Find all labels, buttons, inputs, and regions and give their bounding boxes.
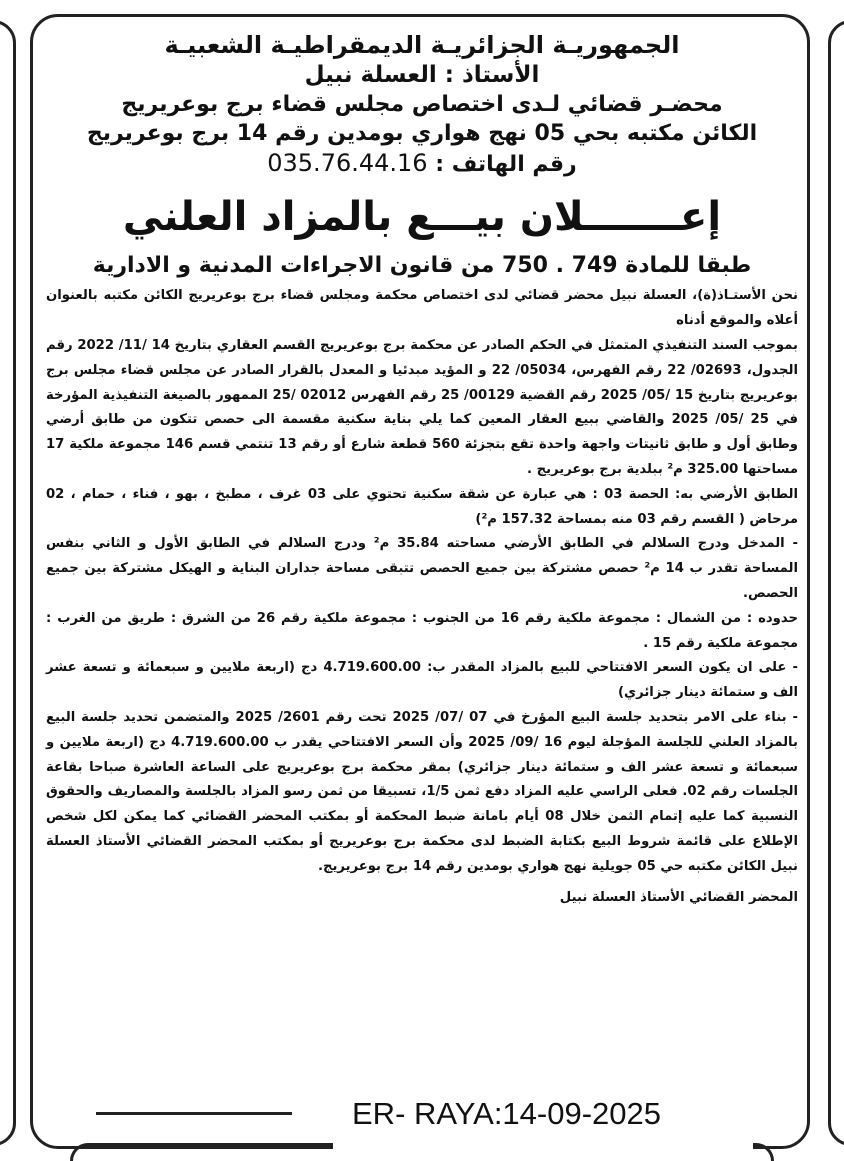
adjacent-ad-border-right <box>828 20 844 1146</box>
paragraph-opening-price: - على ان يكون السعر الافتتاحي للبيع بالمزاد المقدر ب: 4.719.600.00 دج (اربعة ملايين و سبعمائة و تسعة عشر الف و ستمائة دينار جزائري) <box>46 660 798 701</box>
republic-heading: الجمهوريـة الجزائريـة الديمقراطيـة الشعبيـة <box>164 31 680 59</box>
paragraph-intro: نحن الأستـاذ(ة)، العسلة نبيل محضر قضائي لدى اختصاص محكمة ومجلس قضاء برج بوعريريج الكائن مكتبه بالعنوان أعلاه والموقع أدناه <box>46 288 798 329</box>
announcement-body <box>46 284 798 879</box>
office-address: الكائن مكتبه بحي 05 نهج هواري بومدين رقم 14 برج بوعريريج <box>86 120 758 146</box>
announcement-content <box>46 30 798 905</box>
paragraph-judgment: بموجب السند التنفيذي المتمثل في الحكم الصادر عن محكمة برج بوعريريج القسم العقاري بتاريخ 14 /11/ 2022 رقم الجدول، 02693/ 22 رقم الفهرس، 05034/ 22 و المؤيد مبدئيا و المعدل بالقرار الصادر عن مجلس قضاء مجلس برج بوعريريج بتاريخ 15 /05/ 2025 رقم القضية 00129/ 25 رقم الفهرس 02012 /25 الممهور بالصيغة التنفيذية المؤرخة في 25 /05/ 2025 والقاضي ببيع العقار المعين كما يلي بناية سكنية مقسمة الى حصص تتكون من طابق أرضي وطابق أول و طابق ثانيتات واجهة واحدة تقع بتجزئة 560 قطعة شارع أو رقم 13 تنتمي قسم 146 مجموعة ملكية 17 مساحتها 325.00 م² ببلدية برج بوعريريج . <box>46 338 798 478</box>
signature-line: المحضر القضائي الأستاذ العسلة نبيل <box>559 889 798 905</box>
adjacent-ad-border-left <box>0 20 16 1146</box>
publication-code: ER- RAYA:14-09-2025 <box>352 1096 662 1131</box>
paragraph-ground-floor: الطابق الأرضي به: الحصة 03 : هي عبارة عن شقة سكنية تحتوي على 03 غرف ، مطبخ ، بهو ، فناء ، حمام ، 02 مرحاض ( القسم رقم 03 منه بمساحة 157.32 م²) <box>46 486 798 527</box>
office-heading: محضـر قضائي لـدى اختصاص مجلس قضاء برج بوعريريج <box>121 92 723 118</box>
phone-number: 035.76.44.16 <box>267 149 428 178</box>
paragraph-boundaries: حدوده : من الشمال : مجموعة ملكية رقم 16 من الجنوب : مجموعة ملكية رقم 26 من الشرق : طريق من الغرب : مجموعة ملكية رقم 15 . <box>46 610 798 651</box>
master-name: الأستاذ : العسلة نبيل <box>304 62 540 89</box>
phone-label: رقم الهاتف : <box>435 152 577 178</box>
frame-gap <box>333 1142 753 1152</box>
footer-rule <box>96 1112 292 1115</box>
legal-basis-subtitle: طبقا للمادة 749 . 750 من قانون الاجراءات المدنية و الادارية <box>92 252 752 278</box>
phone-line <box>46 148 798 180</box>
announcement-title: إعـــــــلان بيـــع بالمزاد العلني <box>122 193 722 240</box>
paragraph-sale-session: - بناء على الامر بتحديد جلسة البيع المؤرخ في 07 /07/ 2025 تحت رقم 2601/ 2025 والمتضمن تحديد جلسة البيع بالمزاد العلني للجلسة المؤجلة ليوم 16 /09/ 2025 وأن السعر الافتتاحي يقدر ب 4.719.600.00 دج (اربعة ملايين و سبعمائة و تسعة عشر الف و ستمائة دينار جزائري) بمقر محكمة برج بوعريريج على الساعة العاشرة صباحا بقاعة الجلسات رقم 02. فعلى الراسي عليه المزاد دفع ثمن 1/5، تسبيقا من ثمن رسو المزاد بالجلسة والمصاريف والحقوق النسبية كما عليه إتمام الثمن خلال 08 أيام بامانة ضبط المحكمة أو بمكتب المحضر القضائي كما يمكن لكل شخص الإطلاع على قائمة شروط البيع بكتابة الضبط لدى محكمة برج بوعريريج أو بمكتب المحضر القضائي الأستاذ العسلة نبيل الكائن مكتبه حي 05 جويلية نهج هواري بومدين رقم 14 برج بوعريريج. <box>46 710 799 874</box>
paragraph-stairs: - المدخل ودرج السلالم في الطابق الأرضي مساحته 35.84 م² ودرج السلالم في الطابق الأول و الثاني بنفس المساحة تقدر ب 14 م² حصص مشتركة بين جميع الحصص تتبقى مساحة جداران البناية و الهيكل مشتركة بين جميع الحصص. <box>46 536 798 602</box>
